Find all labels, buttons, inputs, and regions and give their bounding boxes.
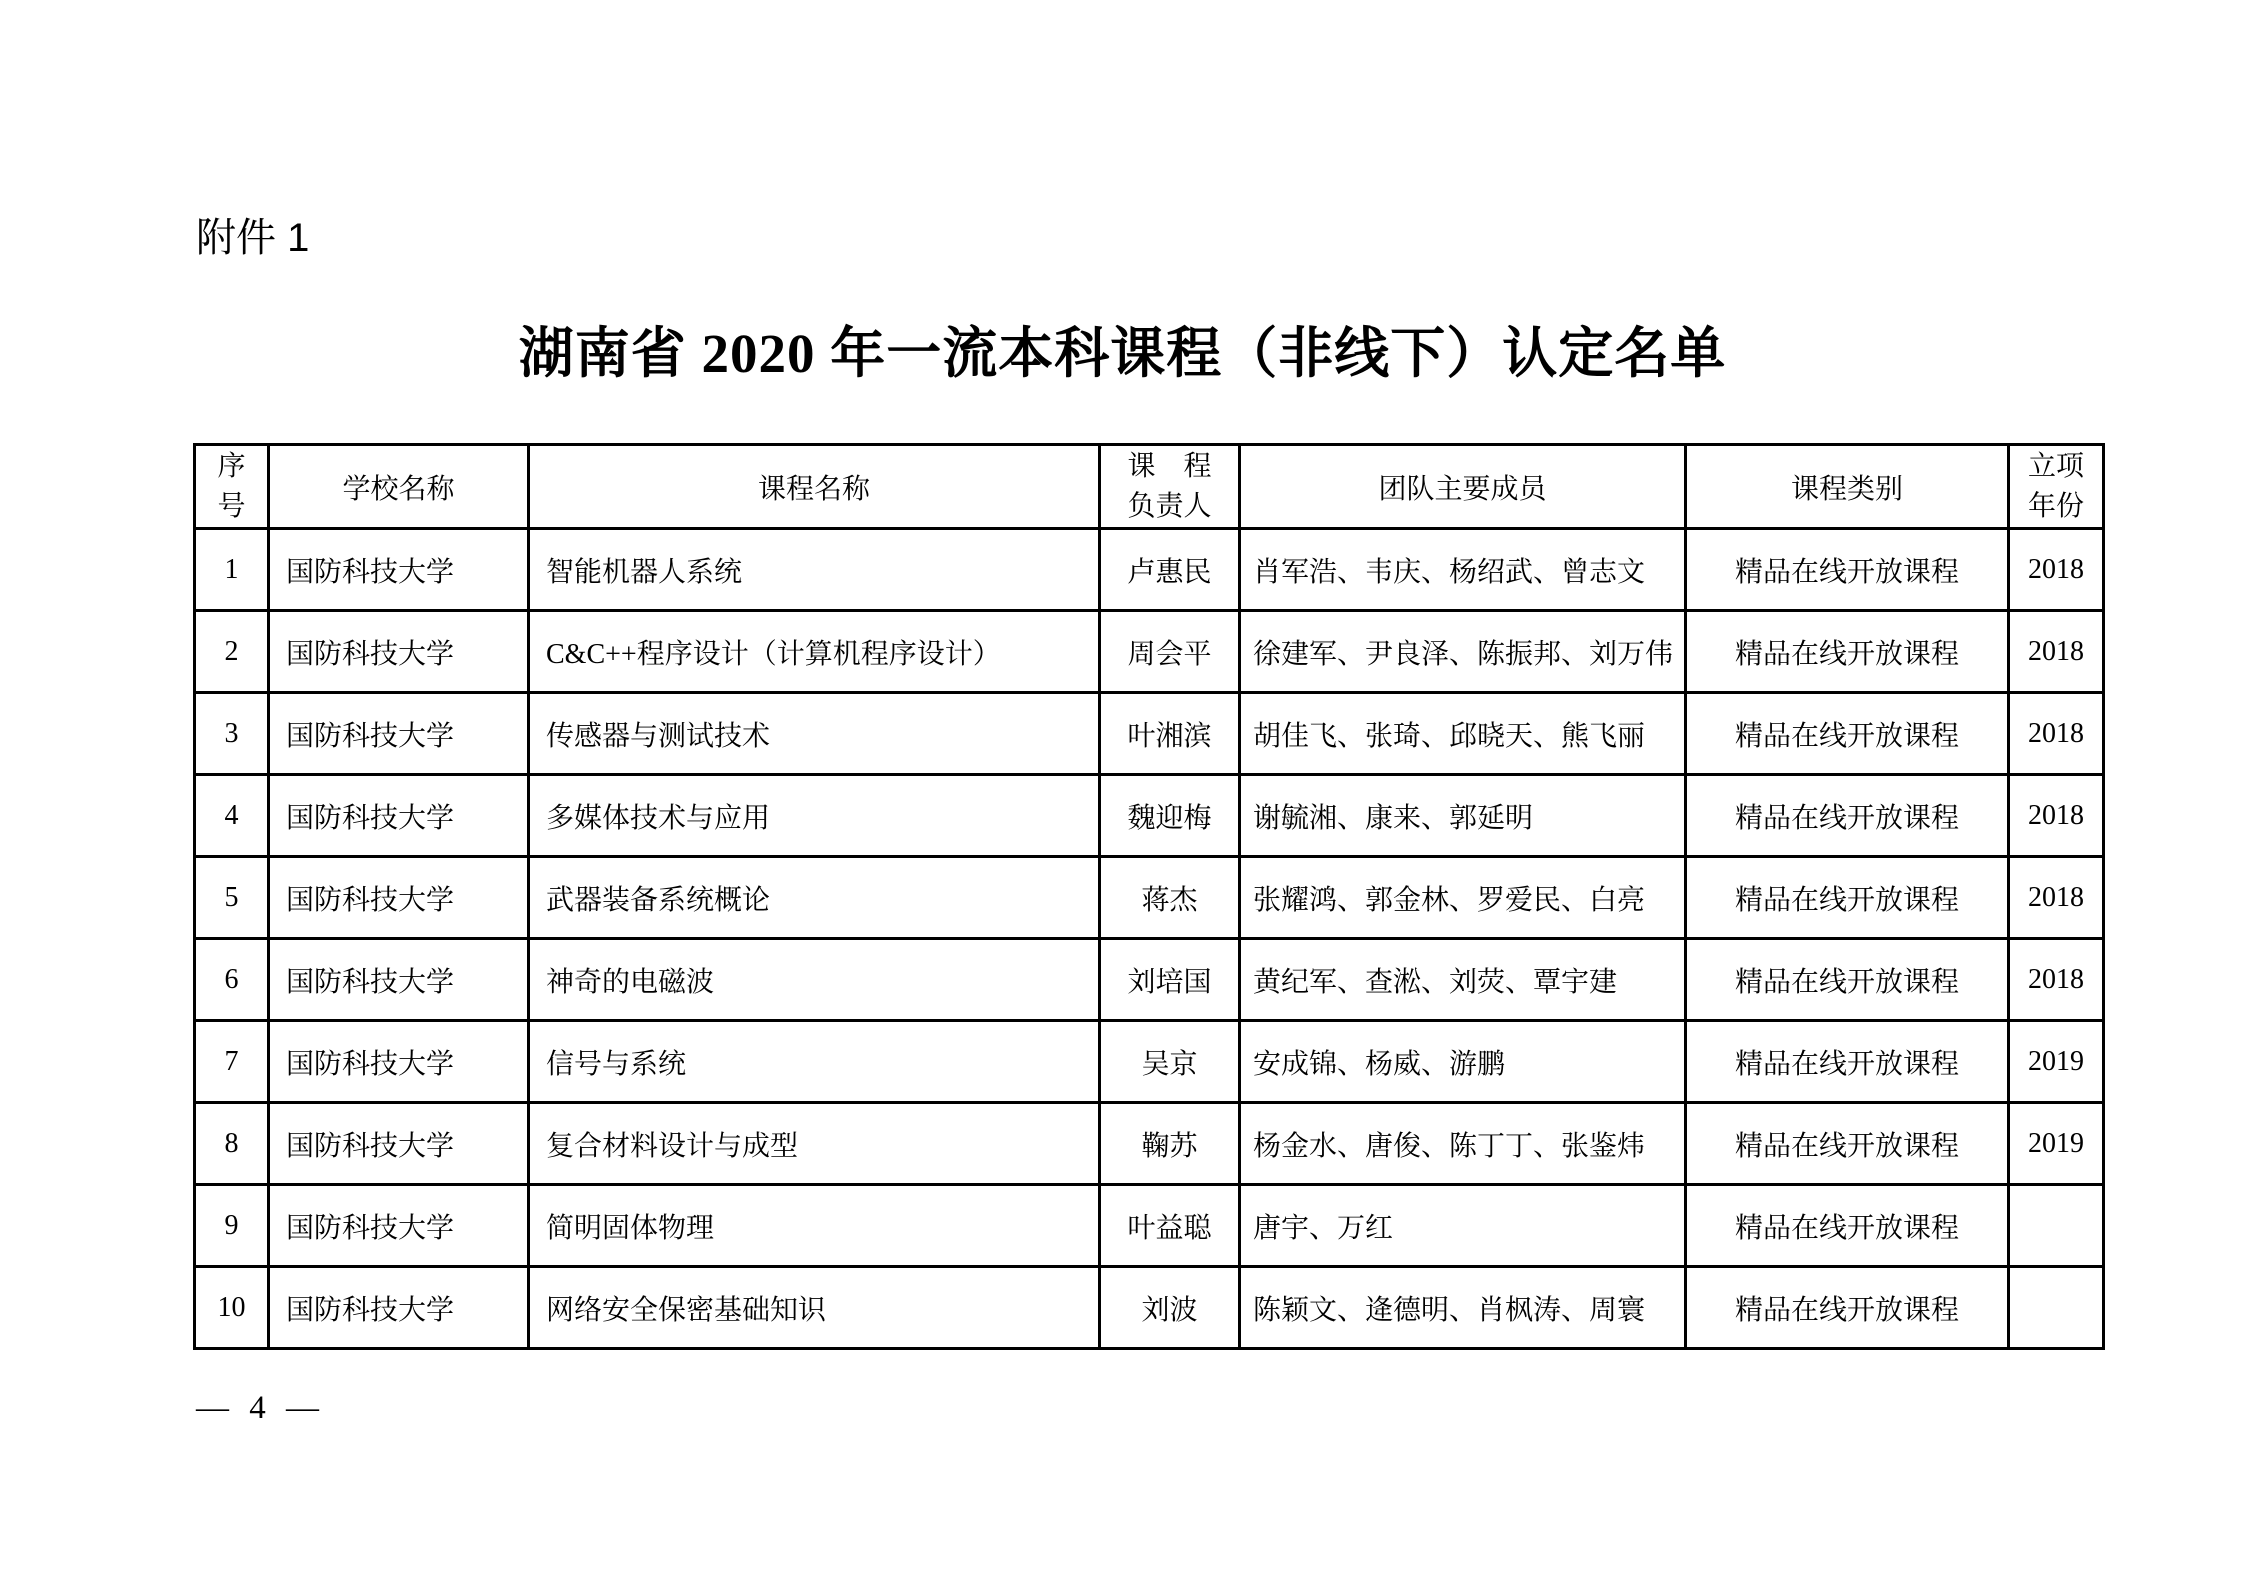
course-leader-cell: 叶益聪 bbox=[1100, 1185, 1240, 1267]
course-leader-cell: 吴京 bbox=[1100, 1021, 1240, 1103]
row-index-cell: 3 bbox=[195, 693, 269, 775]
row-index-cell: 7 bbox=[195, 1021, 269, 1103]
course-category-cell: 精品在线开放课程 bbox=[1686, 775, 2009, 857]
table-row bbox=[195, 1267, 2104, 1349]
course-name-cell: 智能机器人系统 bbox=[529, 529, 1100, 611]
project-year-cell bbox=[2009, 1185, 2104, 1267]
team-members-cell: 唐宇、万红 bbox=[1240, 1185, 1686, 1267]
course-table-body bbox=[195, 529, 2104, 1349]
row-index-cell: 6 bbox=[195, 939, 269, 1021]
col-header-year bbox=[2009, 445, 2104, 529]
project-year-cell bbox=[2009, 1267, 2104, 1349]
team-members-cell: 徐建军、尹良泽、陈振邦、刘万伟 bbox=[1240, 611, 1686, 693]
row-index-cell: 8 bbox=[195, 1103, 269, 1185]
project-year-cell: 2018 bbox=[2009, 939, 2104, 1021]
table-row bbox=[195, 775, 2104, 857]
team-members-cell: 黄纪军、查淞、刘荧、覃宇建 bbox=[1240, 939, 1686, 1021]
page-number: — 4 — bbox=[196, 1390, 319, 1426]
team-members-cell: 杨金水、唐俊、陈丁丁、张鉴炜 bbox=[1240, 1103, 1686, 1185]
school-name-cell: 国防科技大学 bbox=[269, 775, 529, 857]
row-index-cell: 10 bbox=[195, 1267, 269, 1349]
school-name-cell: 国防科技大学 bbox=[269, 693, 529, 775]
project-year-cell: 2018 bbox=[2009, 611, 2104, 693]
course-category-cell: 精品在线开放课程 bbox=[1686, 611, 2009, 693]
course-name-cell: 信号与系统 bbox=[529, 1021, 1100, 1103]
col-header-index-line2: 号 bbox=[217, 490, 246, 522]
row-index-cell: 9 bbox=[195, 1185, 269, 1267]
team-members-cell: 张耀鸿、郭金林、罗爱民、白亮 bbox=[1240, 857, 1686, 939]
page-title: 湖南省 2020 年一流本科课程（非线下）认定名单 bbox=[518, 323, 1727, 384]
table-row bbox=[195, 1103, 2104, 1185]
course-name-cell: 武器装备系统概论 bbox=[529, 857, 1100, 939]
row-index-cell: 4 bbox=[195, 775, 269, 857]
table-header-row bbox=[195, 445, 2104, 529]
course-name-cell: 神奇的电磁波 bbox=[529, 939, 1100, 1021]
team-members-cell: 安成锦、杨威、游鹏 bbox=[1240, 1021, 1686, 1103]
col-header-course: 课程名称 bbox=[529, 445, 1100, 529]
course-category-cell: 精品在线开放课程 bbox=[1686, 857, 2009, 939]
course-table bbox=[193, 443, 2105, 1350]
course-name-cell: 复合材料设计与成型 bbox=[529, 1103, 1100, 1185]
row-index-cell: 2 bbox=[195, 611, 269, 693]
course-name-cell: 传感器与测试技术 bbox=[529, 693, 1100, 775]
col-header-leader-line2: 负责人 bbox=[1127, 490, 1212, 522]
course-category-cell: 精品在线开放课程 bbox=[1686, 1103, 2009, 1185]
project-year-cell: 2019 bbox=[2009, 1103, 2104, 1185]
table-row bbox=[195, 611, 2104, 693]
school-name-cell: 国防科技大学 bbox=[269, 1021, 529, 1103]
project-year-cell: 2019 bbox=[2009, 1021, 2104, 1103]
course-category-cell: 精品在线开放课程 bbox=[1686, 693, 2009, 775]
course-name-cell: C&C++程序设计（计算机程序设计） bbox=[529, 611, 1100, 693]
school-name-cell: 国防科技大学 bbox=[269, 857, 529, 939]
course-name-cell: 简明固体物理 bbox=[529, 1185, 1100, 1267]
row-index-cell: 5 bbox=[195, 857, 269, 939]
course-category-cell: 精品在线开放课程 bbox=[1686, 1021, 2009, 1103]
col-header-leader-line1: 课 程 bbox=[1127, 450, 1212, 482]
col-header-school: 学校名称 bbox=[269, 445, 529, 529]
table-row bbox=[195, 529, 2104, 611]
team-members-cell: 谢毓湘、康来、郭延明 bbox=[1240, 775, 1686, 857]
course-leader-cell: 刘培国 bbox=[1100, 939, 1240, 1021]
project-year-cell: 2018 bbox=[2009, 857, 2104, 939]
row-index-cell: 1 bbox=[195, 529, 269, 611]
attachment-label: 附件 1 bbox=[196, 216, 310, 260]
team-members-cell: 胡佳飞、张琦、邱晓天、熊飞丽 bbox=[1240, 693, 1686, 775]
project-year-cell: 2018 bbox=[2009, 693, 2104, 775]
course-category-cell: 精品在线开放课程 bbox=[1686, 1267, 2009, 1349]
table-row bbox=[195, 939, 2104, 1021]
team-members-cell: 肖军浩、韦庆、杨绍武、曾志文 bbox=[1240, 529, 1686, 611]
col-header-index-line1: 序 bbox=[217, 450, 246, 482]
course-leader-cell: 蒋杰 bbox=[1100, 857, 1240, 939]
table-row bbox=[195, 1185, 2104, 1267]
col-header-index bbox=[195, 445, 269, 529]
col-header-year-line2: 年份 bbox=[2027, 490, 2084, 522]
school-name-cell: 国防科技大学 bbox=[269, 1185, 529, 1267]
school-name-cell: 国防科技大学 bbox=[269, 1267, 529, 1349]
table-row bbox=[195, 693, 2104, 775]
col-header-year-line1: 立项 bbox=[2027, 450, 2084, 482]
course-leader-cell: 叶湘滨 bbox=[1100, 693, 1240, 775]
course-category-cell: 精品在线开放课程 bbox=[1686, 1185, 2009, 1267]
table-row bbox=[195, 1021, 2104, 1103]
course-leader-cell: 鞠苏 bbox=[1100, 1103, 1240, 1185]
project-year-cell: 2018 bbox=[2009, 775, 2104, 857]
course-category-cell: 精品在线开放课程 bbox=[1686, 939, 2009, 1021]
school-name-cell: 国防科技大学 bbox=[269, 611, 529, 693]
course-name-cell: 多媒体技术与应用 bbox=[529, 775, 1100, 857]
course-leader-cell: 周会平 bbox=[1100, 611, 1240, 693]
course-leader-cell: 魏迎梅 bbox=[1100, 775, 1240, 857]
school-name-cell: 国防科技大学 bbox=[269, 1103, 529, 1185]
col-header-team: 团队主要成员 bbox=[1240, 445, 1686, 529]
school-name-cell: 国防科技大学 bbox=[269, 939, 529, 1021]
course-leader-cell: 刘波 bbox=[1100, 1267, 1240, 1349]
team-members-cell: 陈颖文、逄德明、肖枫涛、周寰 bbox=[1240, 1267, 1686, 1349]
col-header-leader bbox=[1100, 445, 1240, 529]
course-category-cell: 精品在线开放课程 bbox=[1686, 529, 2009, 611]
course-name-cell: 网络安全保密基础知识 bbox=[529, 1267, 1100, 1349]
col-header-category: 课程类别 bbox=[1686, 445, 2009, 529]
project-year-cell: 2018 bbox=[2009, 529, 2104, 611]
table-row bbox=[195, 857, 2104, 939]
school-name-cell: 国防科技大学 bbox=[269, 529, 529, 611]
course-leader-cell: 卢惠民 bbox=[1100, 529, 1240, 611]
